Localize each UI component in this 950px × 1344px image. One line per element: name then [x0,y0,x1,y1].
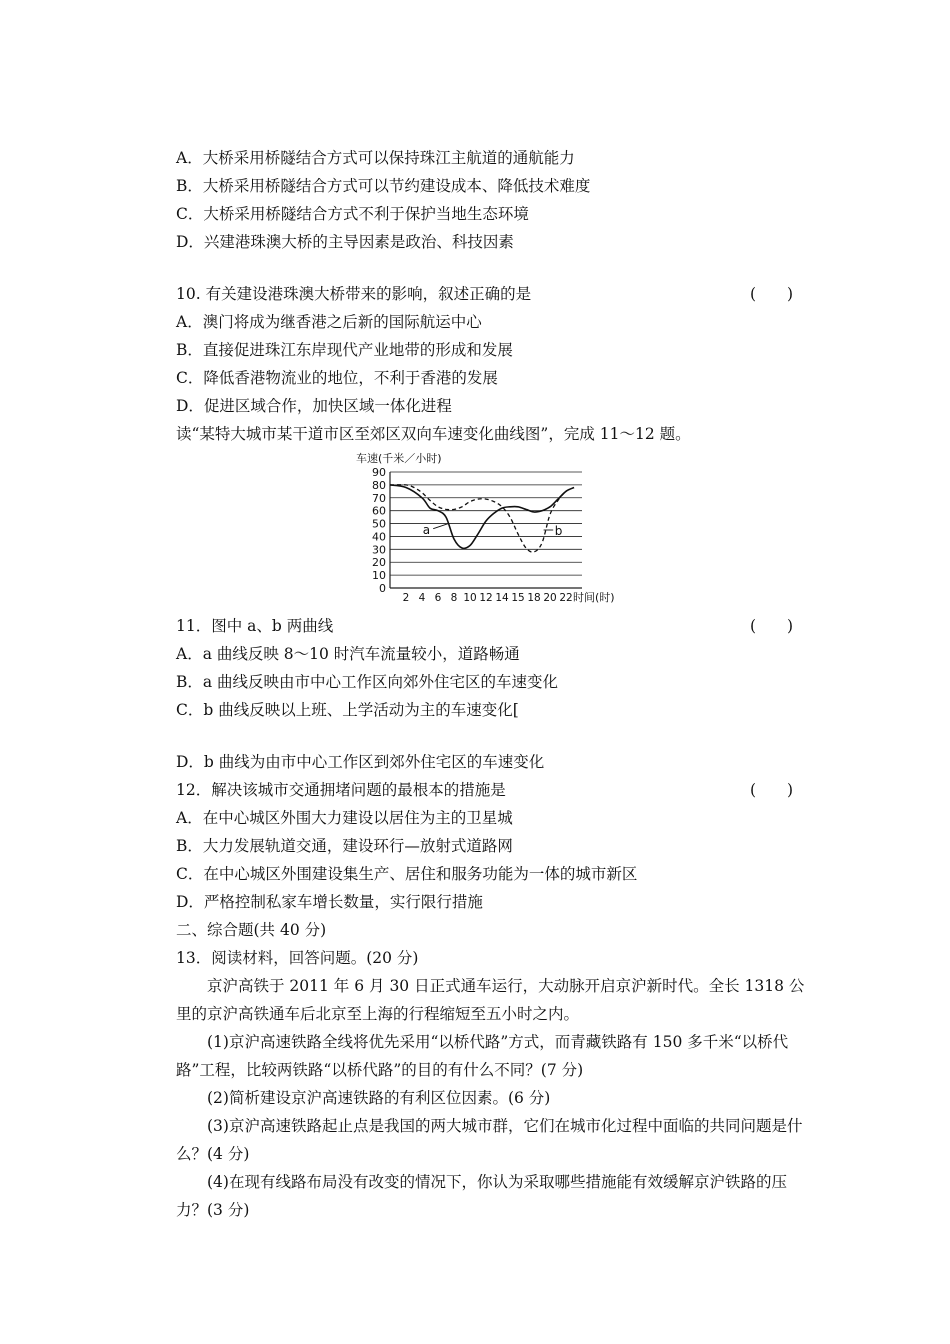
q10-option-d: D．促进区域合作，加快区域一体化进程 [176,397,452,415]
series-a-line [390,485,574,548]
x-tick-22: 22 [559,592,573,604]
q13-stem: 13．阅读材料，回答问题。(20 分) [176,949,419,967]
y-tick-70: 70 [372,491,386,505]
chart-intro: 读“某特大城市某干道市区至郊区双向车速变化曲线图”，完成 11～12 题。 [176,425,691,443]
chart-x-ticks [403,592,573,604]
q10-answer-paren: ( ) [750,285,794,303]
y-tick-30: 30 [372,543,386,557]
q10-stem: 10. 有关建设港珠澳大桥带来的影响，叙述正确的是 [176,285,532,303]
y-tick-80: 80 [372,478,386,492]
q11-option-d: D．b 曲线为由市中心工作区到郊外住宅区的车速变化 [176,753,545,771]
x-tick-8: 8 [450,592,458,604]
q10-option-b: B．直接促进珠江东岸现代产业地带的形成和发展 [176,341,513,359]
q11-option-a: A．a 曲线反映 8～10 时汽车流量较小，道路畅通 [176,645,520,663]
series-a-leader [433,524,448,529]
x-tick-10: 10 [463,592,477,604]
x-tick-6: 6 [434,592,442,604]
q11-stem: 11．图中 a、b 两曲线 [176,617,334,635]
q11-option-b: B．a 曲线反映由市中心工作区向郊外住宅区的车速变化 [176,673,559,691]
y-tick-20: 20 [372,556,386,570]
series-a-label: a [422,522,431,537]
x-tick-18: 18 [527,592,541,604]
x-tick-2: 2 [402,592,410,604]
q13-part-2: (2)简析建设京沪高速铁路的有利区位因素。(6 分) [207,1089,551,1107]
series-b-label: b [554,524,563,539]
q10-option-a: A．澳门将成为继香港之后新的国际航运中心 [176,313,482,331]
x-tick-14: 14 [495,592,509,604]
y-tick-50: 50 [372,517,386,531]
y-tick-40: 40 [372,530,386,544]
q9-option-a: A．大桥采用桥隧结合方式可以保持珠江主航道的通航能力 [176,149,575,167]
section-title: 二、综合题(共 40 分) [176,921,327,939]
q12-stem: 12．解决该城市交通拥堵问题的最根本的措施是 [176,781,506,799]
q10-option-c: C．降低香港物流业的地位，不利于香港的发展 [176,369,498,387]
y-tick-10: 10 [372,569,386,583]
q12-option-b: B．大力发展轨道交通，建设环行—放射式道路网 [176,837,513,855]
q12-answer-paren: ( ) [750,781,794,799]
q9-option-b: B．大桥采用桥隧结合方式可以节约建设成本、降低技术难度 [176,177,591,195]
x-tick-4: 4 [418,592,426,604]
y-tick-90: 90 [372,466,386,479]
q13-material: 京沪高铁于 2011 年 6 月 30 日正式通车运行，大动脉开启京沪新时代。全长 1318 公里的京沪高铁通车后北京至上海的行程缩短至五小时之内。 [176,977,805,1023]
q13-part-3: (3)京沪高速铁路起止点是我国的两大城市群，它们在城市化过程中面临的共同问题是什么？(4 分) [176,1117,803,1163]
q9-option-d: D．兴建港珠澳大桥的主导因素是政治、科技因素 [176,233,514,251]
q12-option-a: A．在中心城区外围大力建设以居住为主的卫星城 [176,809,513,827]
y-tick-60: 60 [372,504,386,518]
q13-part-1: (1)京沪高速铁路全线将优先采用“以桥代路”方式，而青藏铁路有 150 多千米“以桥代路”工程，比较两铁路“以桥代路”的目的有什么不同？(7 分) [176,1033,789,1079]
x-tick-12: 12 [479,592,493,604]
q9-option-c: C．大桥采用桥隧结合方式不利于保护当地生态环境 [176,205,529,223]
speed-chart [350,448,620,608]
chart-x-label: 时间(时) [573,591,615,604]
q12-option-c: C．在中心城区外围建设集生产、居住和服务功能为一体的城市新区 [176,865,638,883]
q11-option-c: C．b 曲线反映以上班、上学活动为主的车速变化[ [176,701,519,719]
q12-option-d: D．严格控制私家车增长数量，实行限行措施 [176,893,483,911]
y-tick-0: 0 [379,582,386,595]
q11-answer-paren: ( ) [750,617,794,635]
q13-part-4: (4)在现有线路布局没有改变的情况下，你认为采取哪些措施能有效缓解京沪铁路的压力？(3 分) [176,1173,787,1219]
chart-grid [390,472,582,588]
chart-y-label: 车速(千米／小时) [356,452,442,465]
x-tick-20: 20 [543,592,557,604]
chart-y-ticks [372,466,386,595]
x-tick-15: 15 [511,592,525,604]
